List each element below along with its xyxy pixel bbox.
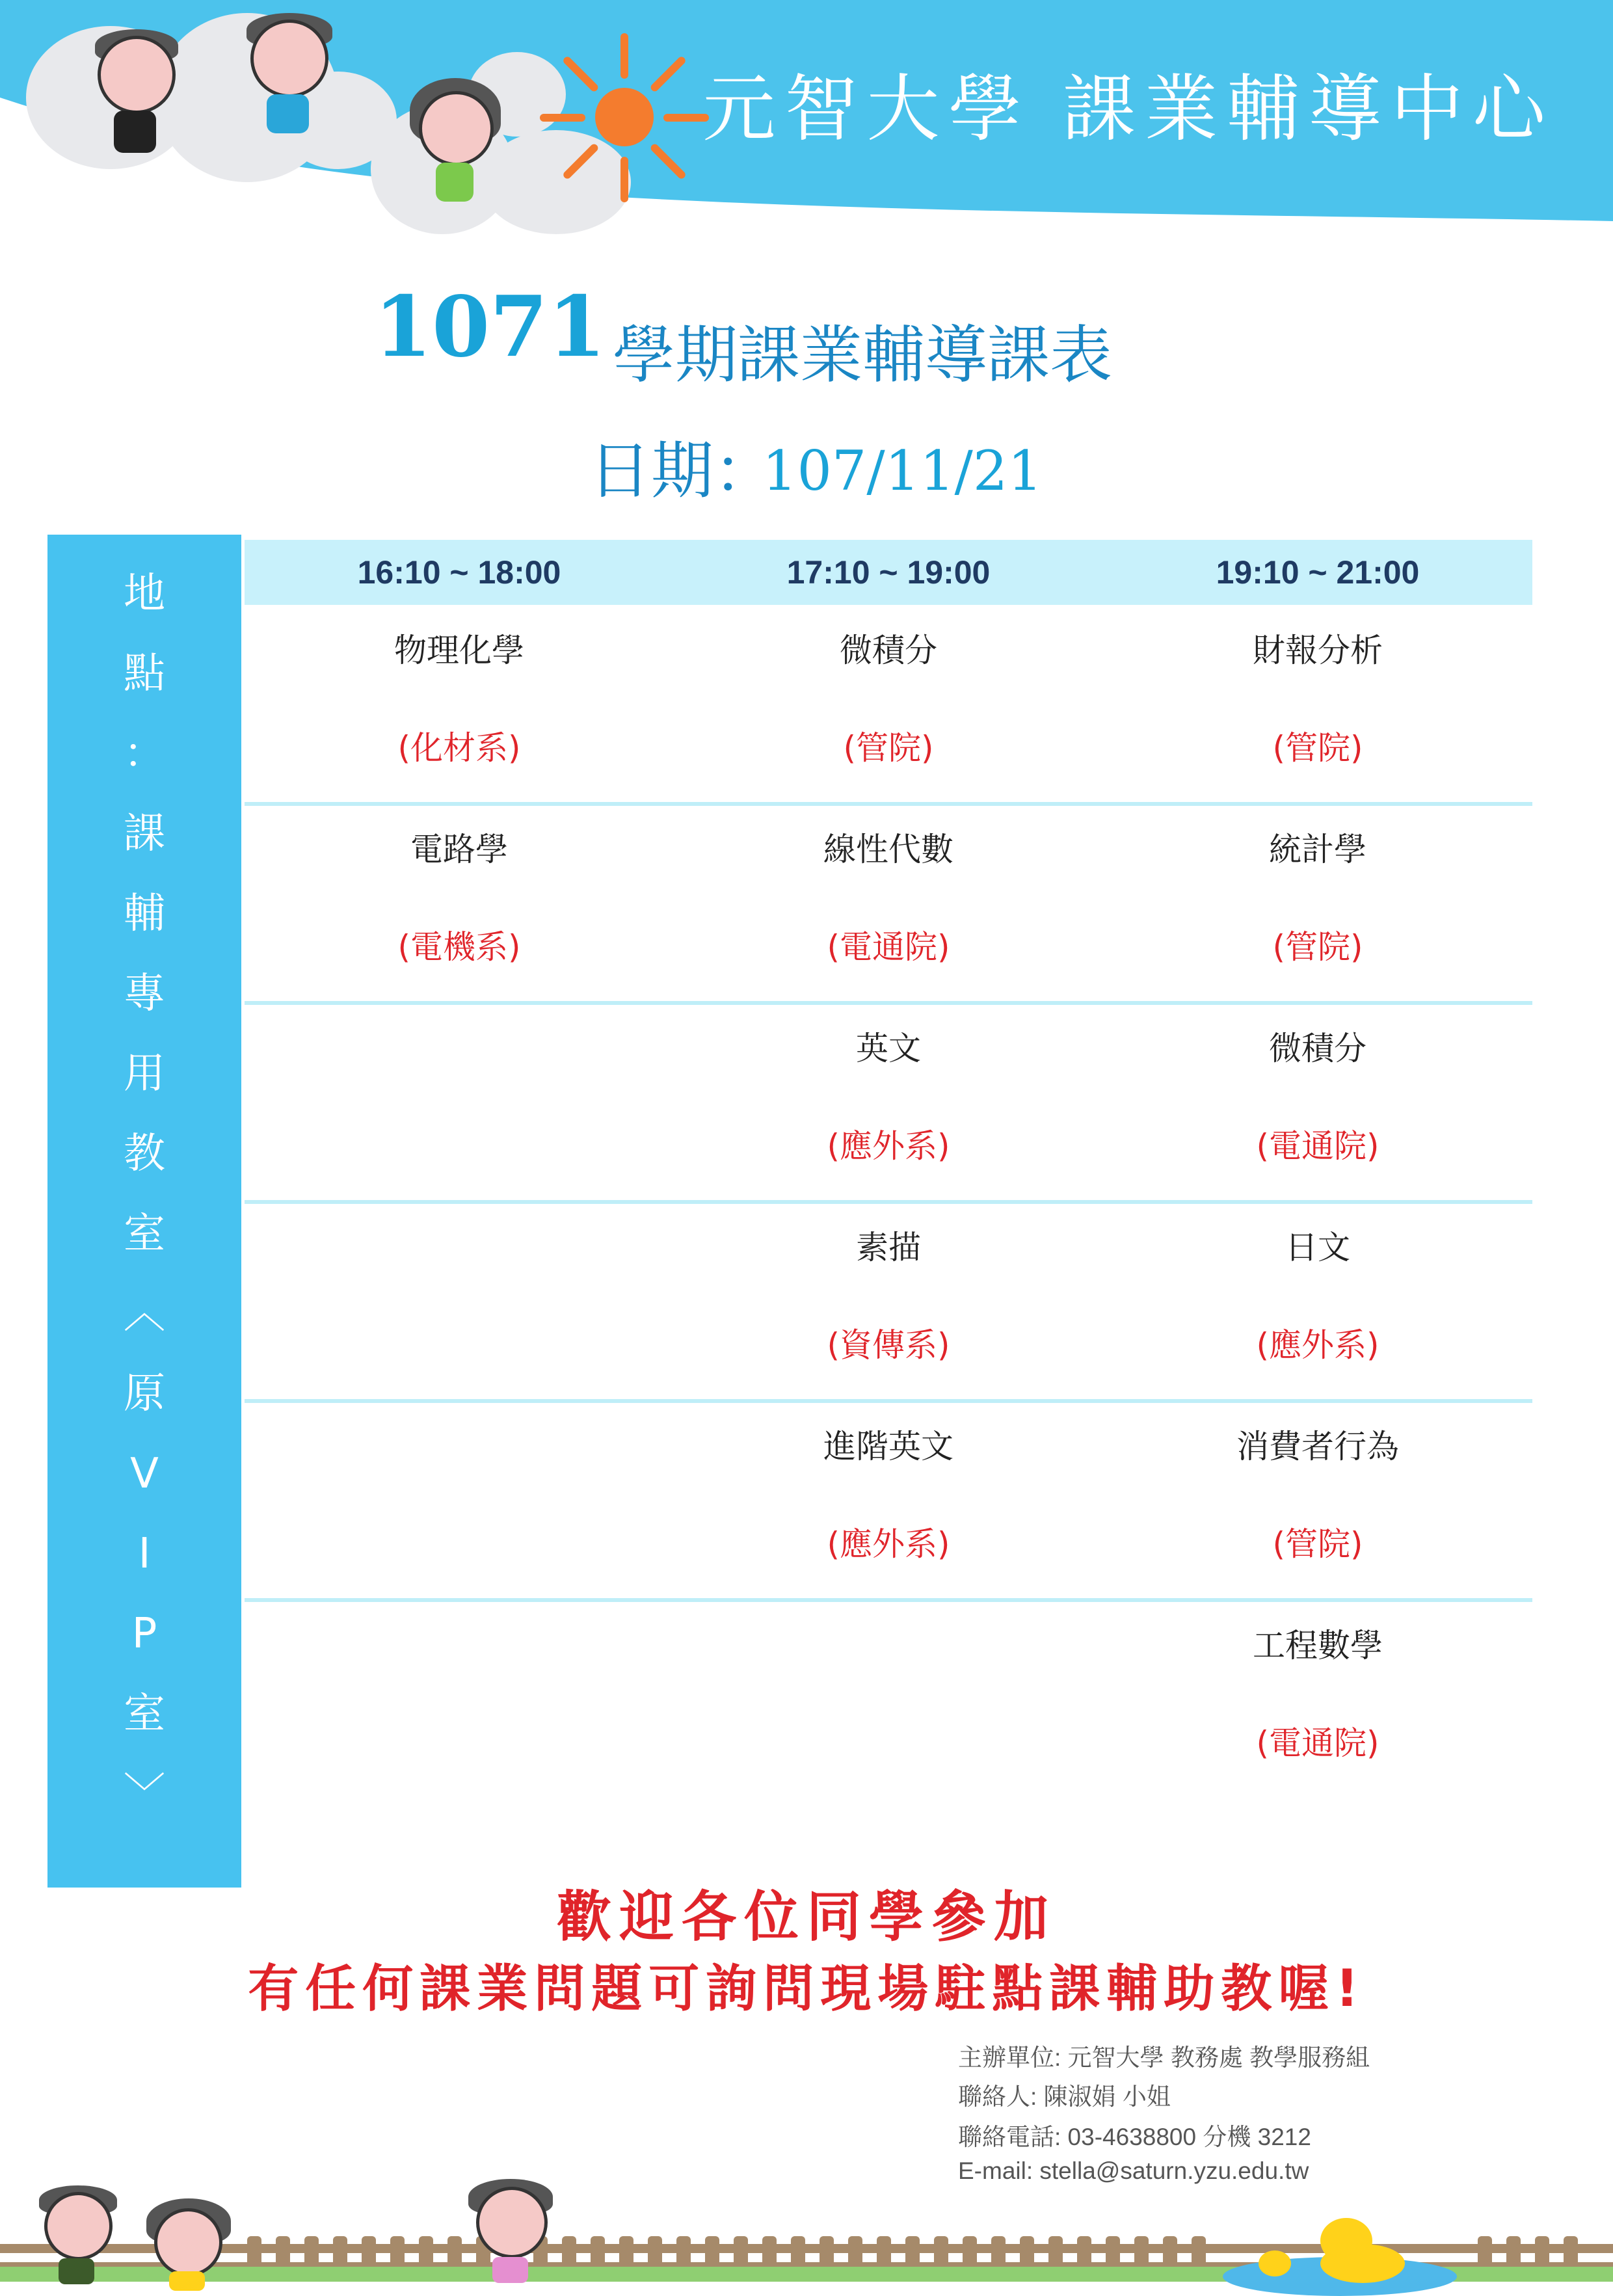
course-name: 線性代數 <box>823 831 953 868</box>
location-char: 點 <box>124 650 165 698</box>
row-divider <box>245 1598 1532 1602</box>
sun-icon <box>540 33 702 195</box>
location-sidebar <box>47 535 241 1888</box>
location-char: 室 <box>124 1690 165 1738</box>
row-divider <box>245 1399 1532 1403</box>
course-name: 物理化學 <box>394 632 524 669</box>
location-char: V <box>130 1450 159 1498</box>
time-slot-1: 16:10 ~ 18:00 <box>357 554 561 591</box>
row-divider <box>245 1200 1532 1204</box>
department-name: (電通院) <box>827 928 950 966</box>
location-char: 教 <box>124 1130 165 1178</box>
location-char: I <box>138 1530 151 1578</box>
schedule-header <box>245 540 1532 605</box>
department-name: (管院) <box>1272 1525 1363 1563</box>
course-name: 工程數學 <box>1253 1627 1383 1664</box>
department-name: (電機系) <box>397 928 521 966</box>
date-value: 107/11/21 <box>762 439 1043 503</box>
department-name: (化材系) <box>397 729 521 767</box>
duckling-icon <box>1259 2250 1291 2276</box>
location-char: 輔 <box>124 890 165 938</box>
welcome-line-2: 有任何課業問題可詢問現場駐點課輔助教喔! <box>248 1960 1365 2018</box>
center-name: 元智大學 課業輔導中心 <box>702 67 1554 152</box>
location-char: P <box>131 1610 157 1658</box>
course-name: 財報分析 <box>1253 632 1383 669</box>
department-name: (管院) <box>843 729 934 767</box>
location-text <box>47 554 241 1834</box>
department-name: (應外系) <box>827 1525 950 1563</box>
course-name: 素描 <box>856 1229 921 1266</box>
date-label: 日期： <box>589 434 776 507</box>
course-name: 消費者行為 <box>1236 1428 1399 1465</box>
department-name: (應外系) <box>827 1127 950 1165</box>
contact-person-text: 聯絡人: 陳淑娟 小姐 <box>958 2083 1171 2110</box>
cartoon-boy-black-shirt <box>91 29 182 153</box>
department-name: (應外系) <box>1256 1326 1380 1364</box>
location-char: 室 <box>124 1210 165 1258</box>
location-char: 課 <box>124 810 165 858</box>
phone-text: 聯絡電話: 03-4638800 分機 3212 <box>958 2124 1311 2150</box>
department-name: (電通院) <box>1256 1127 1380 1165</box>
row-divider <box>245 1001 1532 1005</box>
time-slot-3: 19:10 ~ 21:00 <box>1216 554 1420 591</box>
cartoon-boy-bottom <box>39 2185 117 2282</box>
location-char: ﹀ <box>124 1770 165 1818</box>
location-char: ： <box>124 730 165 778</box>
course-name: 日文 <box>1285 1229 1350 1266</box>
cartoon-girl-bottom <box>146 2198 231 2282</box>
location-char: 地 <box>124 570 165 618</box>
course-name: 微積分 <box>1269 1030 1366 1067</box>
location-char: ︿ <box>124 1290 165 1338</box>
email-text: E-mail: stella@saturn.yzu.edu.tw <box>958 2157 1309 2184</box>
course-name: 微積分 <box>840 632 937 669</box>
course-name: 進階英文 <box>823 1428 953 1465</box>
duck-icon <box>1320 2244 1405 2283</box>
course-name: 電路學 <box>410 831 508 868</box>
cartoon-girl-pink-bottom <box>468 2179 553 2282</box>
time-slot-2: 17:10 ~ 19:00 <box>786 554 991 591</box>
department-name: (資傳系) <box>827 1326 950 1364</box>
department-name: (電通院) <box>1256 1724 1380 1762</box>
semester-number: 1071 <box>374 278 606 376</box>
location-char: 原 <box>124 1370 165 1418</box>
cartoon-girl-green-shirt <box>410 78 501 208</box>
row-divider <box>245 802 1532 806</box>
course-name: 英文 <box>856 1030 921 1067</box>
department-name: (管院) <box>1272 928 1363 966</box>
location-char: 專 <box>124 970 165 1018</box>
semester-title: 學期課業輔導課表 <box>613 319 1112 392</box>
welcome-line-1: 歡迎各位同學參加 <box>556 1885 1056 1949</box>
course-name: 統計學 <box>1269 831 1366 868</box>
department-name: (管院) <box>1272 729 1363 767</box>
cartoon-boy-blue-shirt <box>244 13 335 143</box>
location-char: 用 <box>124 1050 165 1098</box>
organizer-text: 主辦單位: 元智大學 教務處 教學服務組 <box>958 2044 1370 2071</box>
